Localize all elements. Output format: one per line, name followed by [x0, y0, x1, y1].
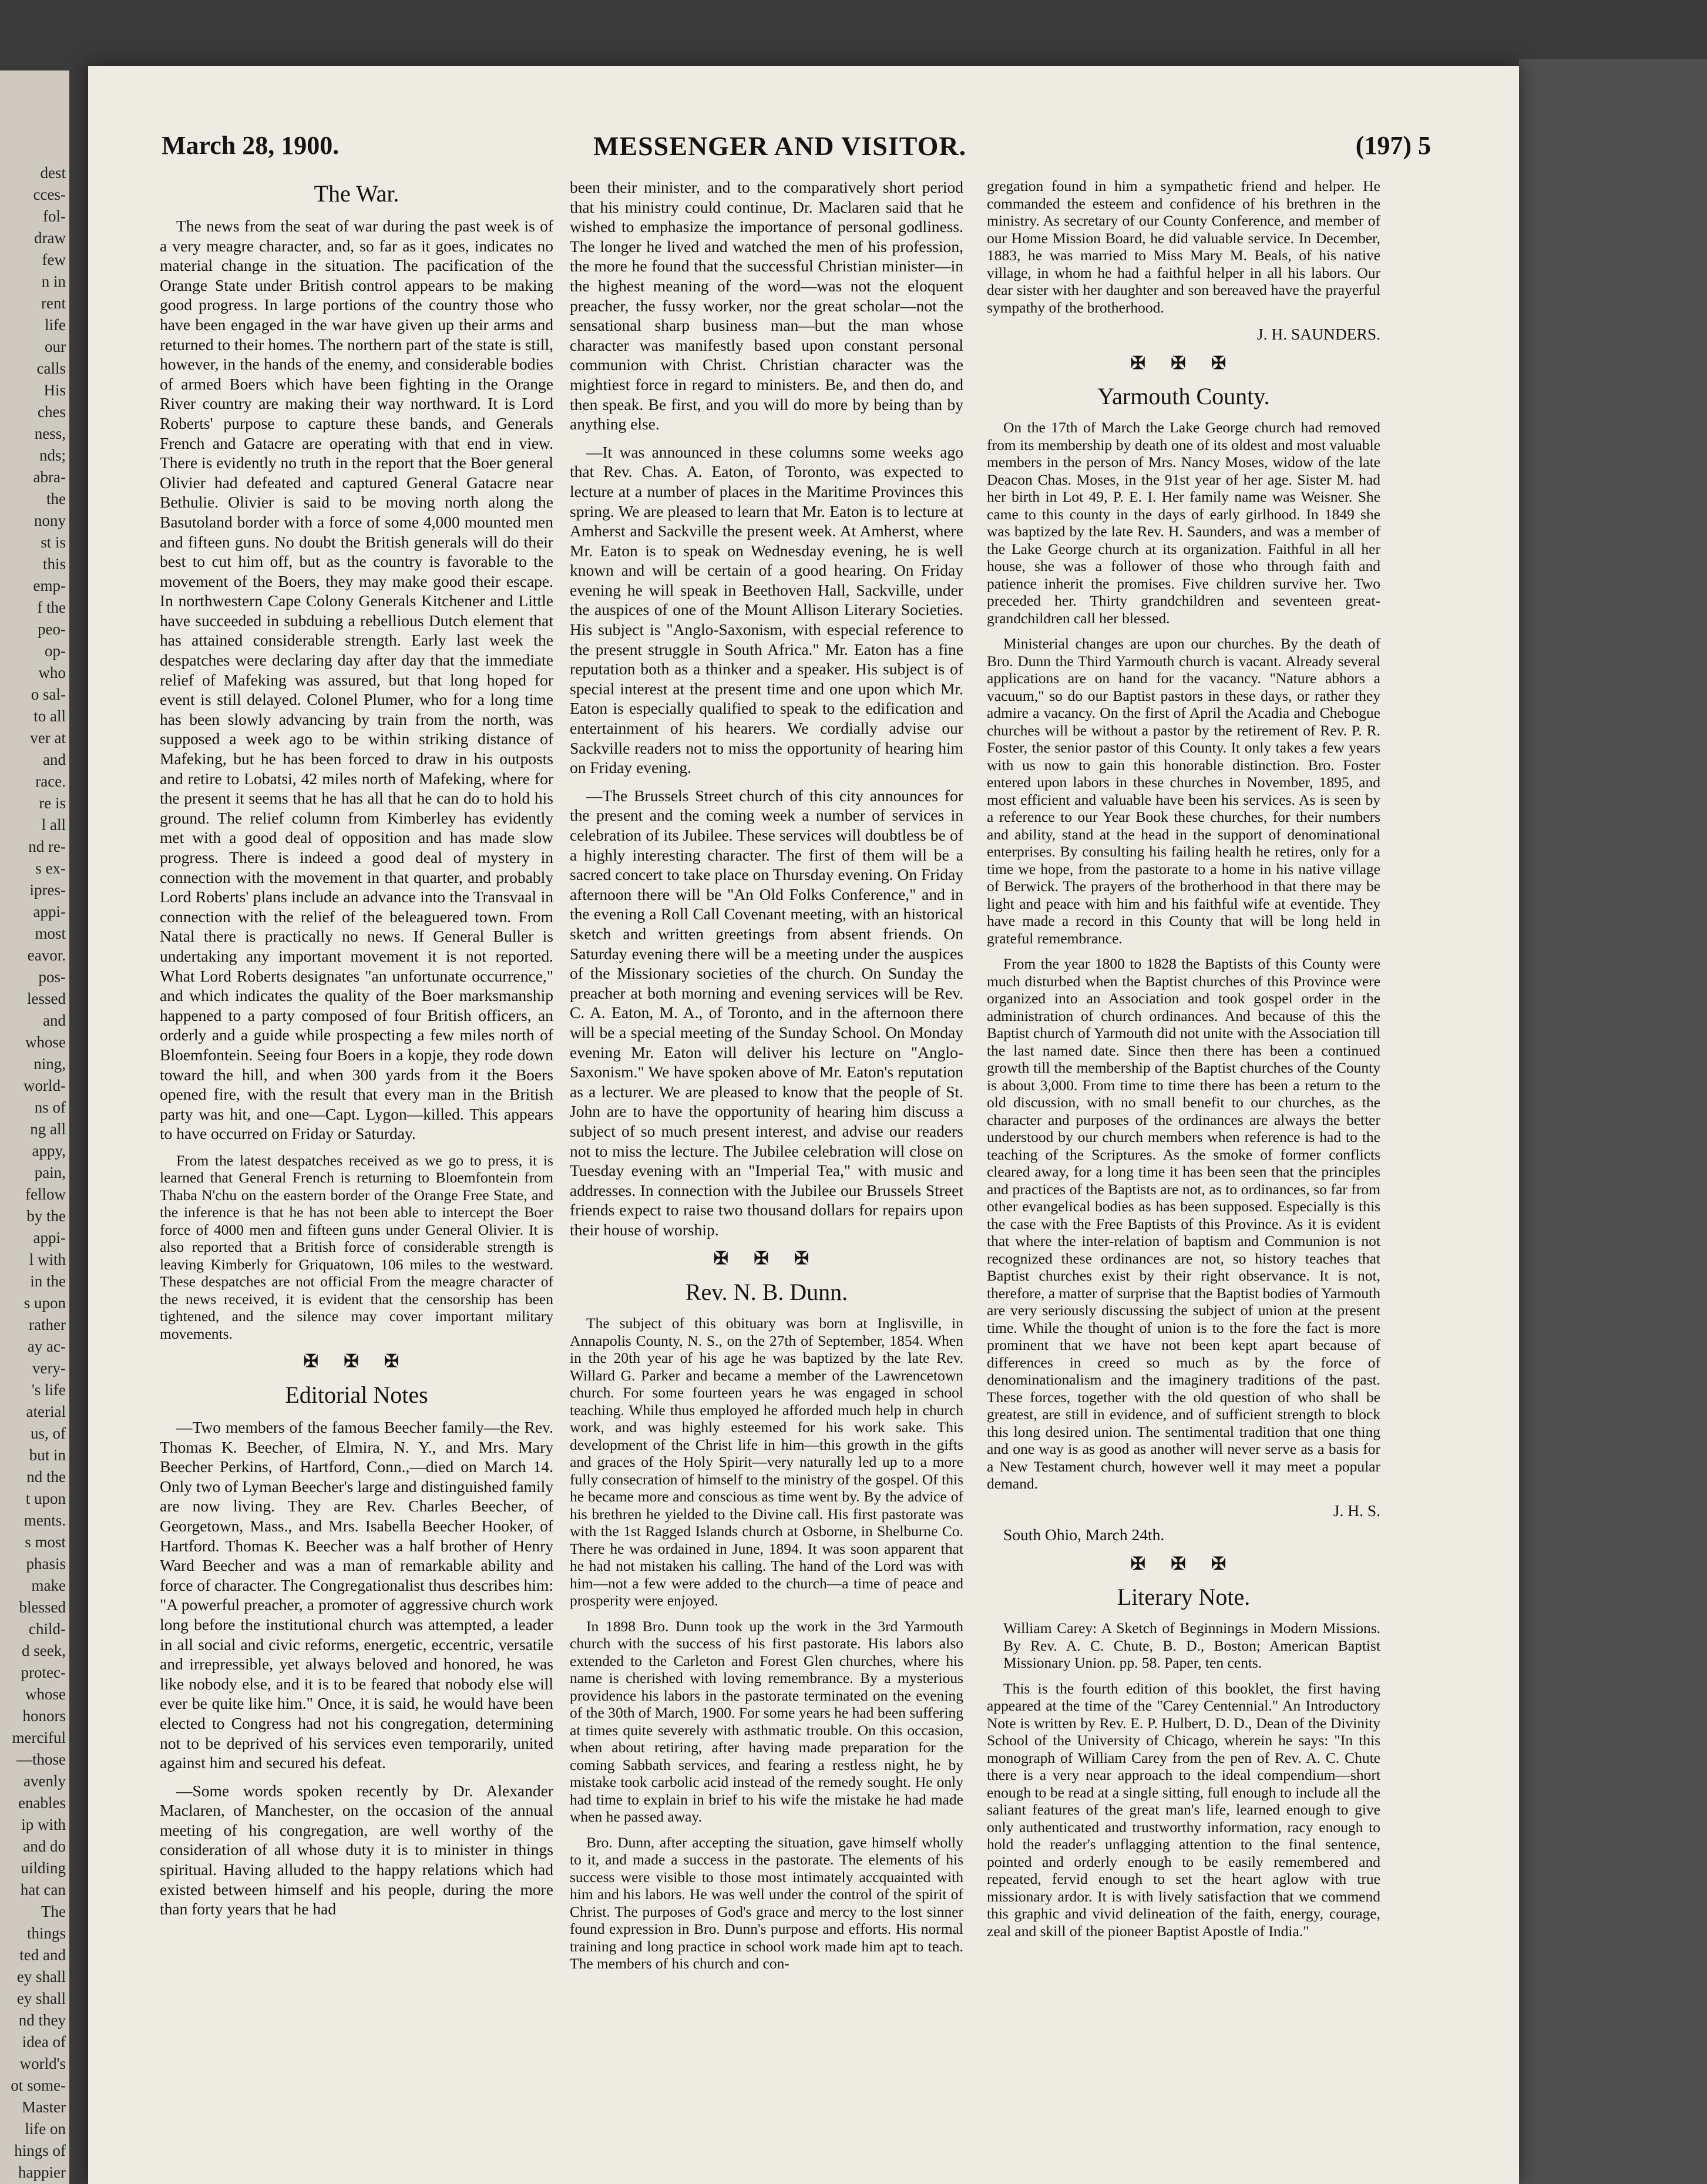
scan-border	[1519, 59, 1707, 2184]
yarmouth-heading: Yarmouth County.	[1097, 383, 1270, 410]
dunn-paragraph: Bro. Dunn, after accepting the situation, gave himself wholly to it, and made a success in the pastorate. The elements of his success were visible to those most intimately accquainted with him and his labors. He was well under the control of the spirit of Christ. The purposes of God's grace and mercy to the lost sinner found expression in Bro. Dunn's purpose and efforts. His normal training and long practice in school work made him apt to teach. The members of his church and con-	[570, 1833, 963, 1973]
prev-page-fragment: and	[43, 1012, 66, 1029]
dunn-obituary-heading: Rev. N. B. Dunn.	[685, 1279, 848, 1306]
war-paragraph: The news from the seat of war during the past week is of a very meagre character, and, so far as it goes, indicates no material change in the situation. The pacification of the Orange State under British control appears to be making good progress. In large portions of the country those who have been engaged in the war have given up their arms and returned to their homes. The northern part of the state is still, however, in the hands of the enemy, and considerable bodies of armed Boers which have been fighting in the Orange River country are making their way northward. It is Lord Roberts' purpose to capture these bands, and Generals French and Gatacre are operating with that end in view. There is evidently no truth in the report that the Boer general Olivier had defeated and captured General Gatacre near Bethulie. Olivier is said to be moving north along the Basutoland border with a force of some 4,000 mounted men and fifteen guns. No doubt the British generals will do their best to cut him off, but as the country is favorable to the movement of the Boers, they may make good their escape. In northwestern Cape Colony Generals Kitchener and Little have succeeded in subduing a rebellious Dutch element that has attained considerable strength. Early last week the despatches were declaring day after day that the immediate relief of Mafeking was assured, but that long hoped for event is still delayed. Colonel Plumer, who for a long time has been slowly advancing by train from the north, was supposed a week ago to be within striking distance of Mafeking, but he has been forced to draw in his outposts and retire to Lobatsi, 42 miles north of Mafeking, where for the present it seems that he has all that he can do to hold his ground. The relief column from Kimberley has evidently met with a good deal of opposition and has made slow progress. There is indeed a good deal of mystery in connection with the movement in that quarter, and probably Lord Roberts' plans include an advance into the Transvaal in connection with the relief of the beleaguered town. From Natal there is practically no news. If General Buller is undertaking any important movement it is not reported. What Lord Roberts designates "an unfortunate occurrence," and which indicates the quality of the Boer marksmanship happened to a party composed of four British officers, an orderly and a guide while prospecting a few miles north of Bloemfontein. Seeing four Boers in a kopje, they rode down toward the hill, and when 300 yards from it the Boers opened fire, with the result that every man in the British party was hit, and one—Capt. Lygon—killed. This appears to have occurred on Friday or Saturday.	[160, 217, 553, 1143]
prev-page-fragment: world-	[23, 1077, 66, 1094]
prev-page-fragment: ng all	[30, 1120, 66, 1138]
column-3	[987, 177, 1380, 1948]
prev-page-fragment: ning,	[33, 1055, 66, 1073]
prev-page-fragment: idea of	[22, 2033, 66, 2051]
prev-page-fragment: rather	[29, 1316, 66, 1333]
section-ornament: ✠ ✠ ✠	[713, 1249, 820, 1269]
literary-note-heading: Literary Note.	[1117, 1584, 1251, 1611]
prev-page-fragment: protec-	[21, 1664, 66, 1681]
prev-page-fragment: nony	[34, 512, 66, 529]
prev-page-fragment: hat can	[20, 1881, 66, 1899]
prev-page-fragment: draw	[34, 229, 66, 247]
prev-page-fragment: Master	[22, 2098, 66, 2116]
maclaren-continued: been their minister, and to the comparatively short period that his ministry could continue, Dr. Maclaren said that he wished to emphasize the importance of personal godliness. The longer he lived and watched the men of his profession, the more he found that the successful Christian minister—in the highest meaning of the word—was not the eloquent preacher, the fussy worker, nor the great scholar—not the sensational sharp business man—but the man whose character was manifestly based upon constant personal communion with Christ. Christian character was the mightiest force in regard to ministers. Be, and then do, and then speak. Be first, and you will do more by being than by anything else.	[570, 178, 963, 434]
prev-page-fragment: few	[42, 251, 66, 268]
prev-page-fragment: lessed	[27, 990, 66, 1007]
prev-page-fragment: aterial	[26, 1403, 66, 1420]
prev-page-fragment: l all	[41, 816, 66, 834]
prev-page-fragment: nd they	[18, 2011, 66, 2029]
section-ornament: ✠ ✠ ✠	[303, 1352, 410, 1372]
previous-page-strip	[0, 70, 69, 2184]
prev-page-fragment: happier	[18, 2163, 66, 2181]
column-2	[570, 177, 963, 1981]
editorial-note-maclaren: —Some words spoken recently by Dr. Alexander Maclaren, of Manchester, on the occasion of the annual meeting of his congregation, are well worthy of the consideration of all whose duty it is to minister in things spiritual. Having alluded to the happy relations which had existed between himself and his people, during the more than forty years that he had	[160, 1781, 553, 1918]
prev-page-fragment: life	[45, 316, 66, 334]
yarmouth-paragraph: From the year 1800 to 1828 the Baptists of this County were much disturbed when the Baptist churches of this Province were organized into an Association and took gospel order in the administration of church ordinances. And because of this the Baptist church of Yarmouth did not unite with the Association till the last named date. Since then there has been a continued growth till the membership of the Baptist churches of the County is about 3,000. From time to time there has been a return to the old discussion, with no small benefit to our churches, as the character and purposes of the ordinances are always the better understood by our church members when reference is had to the teaching of the Scriptures. As the smoke of former conflicts cleared away, for a long time it has been seen that the principles and practices of the Baptists are not, as to ordinances, so far from other evangelical bodies as has been supposed. Especially is this the case with the Free Baptists of this Province. As it is evident that where the inter-relation of baptism and Communion is not recognized these ordinances are not, so history teaches that Baptist churches exist by their right observance. It is not, therefore, a matter of surprise that the Baptist bodies of Yarmouth are very seriously discussing the subject of union at the present time. While the thought of union is to the fore the fact is more prominent that we have not been kept apart because of differences in creed so much as by the force of denominationalism and the imaginery traditions of the past. These forces, together with the old question of who shall be greatest, are still in evidence, and of sufficient strength to block this long desired union. The sentimental tradition that one thing and one way is as good as another will never serve as a basis for a New Testament church, however well it may meet a popular demand.	[987, 955, 1380, 1493]
prev-page-fragment: re is	[39, 794, 66, 812]
dunn-continued: gregation found in him a sympathetic friend and helper. He commanded the esteem and confidence of his brethren in the ministry. As secretary of our County Conference, and member of our Home Mission Board, he did valuable service. In December, 1883, he was married to Miss Mary M. Beals, of his native village, in whom he had a faithful helper in all his labors. Our dear sister with her daughter and son bereaved have the prayerful sympathy of the brotherhood.	[987, 177, 1380, 316]
prev-page-fragment: blessed	[19, 1598, 66, 1616]
prev-page-fragment: ot some-	[11, 2077, 66, 2094]
prev-page-fragment: child-	[29, 1620, 66, 1638]
yarmouth-paragraph: On the 17th of March the Lake George church had removed from its membership by death one of its oldest and most valuable members in the person of Mrs. Nancy Moses, widow of the late Deacon Chas. Moses, in the 91st year of her age. Sister M. had her birth in Lot 49, P. E. I. Her family name was Weisner. She came to this county in the days of early girlhood. In 1849 she was baptized by the late Rev. H. Saunders, and was a member of the Lake George church at its organization. Faithful in all her house, she was a follower of those who through faith and patience inherit the promises. Five children survive her. Two preceded her. Thirty grandchildren and seventeen great-grandchildren call her blessed.	[987, 419, 1380, 627]
newspaper-page	[88, 66, 1519, 2184]
prev-page-fragment: d seek,	[22, 1642, 66, 1659]
prev-page-fragment: n in	[41, 273, 66, 290]
prev-page-fragment: ip with	[21, 1816, 66, 1833]
prev-page-fragment: pain,	[34, 1164, 66, 1181]
yarmouth-paragraph: Ministerial changes are upon our churches. By the death of Bro. Dunn the Third Yarmouth church is vacant. Already several applications are on hand for the vacancy. "Nature abhors a vacuum," so do our Baptist pastors in these days, or rather they admire a vacancy. On the first of April the Acadia and Chebogue churches will be without a pastor by the retirement of Rev. P. R. Foster, the senior pastor of this County. It only takes a few years with us now to gain this honorable distinction. Bro. Foster entered upon labors in these churches in November, 1895, and most efficient and valuable have been his services. As is seen by a reference to our Year Book these churches, for their numbers and ability, stand at the head in the support of denominational enterprises. By consulting his failing health he retires, only for a time we hope, from the pastorate to a home in his native village of Berwick. The prayers of the brotherhood in that there may be light and peace with him and his faithful wife at eventide. They have made a record in this County that will be long held in grateful remembrance.	[987, 635, 1380, 947]
signature: J. H. SAUNDERS.	[1256, 325, 1380, 343]
prev-page-fragment: pos-	[38, 968, 66, 986]
prev-page-fragment: us, of	[31, 1424, 66, 1442]
prev-page-fragment: calls	[36, 359, 66, 377]
prev-page-fragment: ches	[38, 403, 66, 421]
issue-date: March 28, 1900.	[162, 131, 340, 160]
prev-page-fragment: abra-	[33, 468, 66, 486]
prev-page-fragment: to all	[33, 707, 66, 725]
masthead: MESSENGER AND VISITOR.	[593, 131, 967, 161]
war-heading: The War.	[314, 180, 399, 207]
prev-page-fragment: this	[42, 555, 66, 573]
war-late-despatch: From the latest despatches received as we go to press, it is learned that General French is returning to Bloemfontein from Thaba N'chu on the eastern border of the Orange Free State, and the inference is that he has not been able to intercept the Boer force of 4000 men and fifteen guns under General Olivier. It is also reported that a British force of considerable strength is leaving Kimberly for Griquatown, 106 miles to the westward. These despatches are not official From the meagre character of the news received, it is evident that the censorship has been tightened, and the silence may cover important military movements.	[160, 1151, 553, 1342]
prev-page-fragment: fol-	[43, 207, 66, 225]
prev-page-fragment: dest	[40, 164, 66, 182]
prev-page-fragment: ns of	[34, 1098, 66, 1116]
prev-page-fragment: fellow	[25, 1185, 66, 1203]
editorial-note-beecher: —Two members of the famous Beecher family—the Rev. Thomas K. Beecher, of Elmira, N. Y., and Mrs. Mary Beecher Perkins, of Hartford, Conn.,—died on March 14. Only two of Lyman Beecher's large and distinguished family are now living. They are Rev. Charles Beecher, of Georgetown, Mass., and Mrs. Isabella Beecher Hooker, of Hartford. Thomas K. Beecher was a half brother of Henry Ward Beecher and was a man of remarkable ability and force of character. The Congregationalist thus describes him: "A powerful preacher, a promoter of aggressive church work long before the institutional church was attempted, a leader in all social and civic reforms, energetic, eccentric, versatile and irrepressible, yet always beloved and honored, he was like nobody else, and it is to be feared that nobody else will ever be quite like him." Once, it is said, he would have been elected to Congress had not his congregation, determining not to be deprived of his services even temporarily, united against him and secured his defeat.	[160, 1418, 553, 1772]
prev-page-fragment: things	[26, 1924, 66, 1942]
prev-page-fragment: s upon	[23, 1294, 66, 1312]
prev-page-fragment: uilding	[21, 1859, 66, 1877]
prev-page-fragment: His	[43, 381, 66, 399]
prev-page-fragment: and	[43, 751, 66, 768]
prev-page-fragment: who	[38, 664, 66, 681]
prev-page-fragment: honors	[22, 1707, 66, 1725]
section-ornament: ✠ ✠ ✠	[1130, 1554, 1237, 1574]
prev-page-fragment: nds;	[39, 446, 66, 464]
prev-page-fragment: ey shall	[16, 1990, 66, 2007]
prev-page-fragment: st is	[41, 533, 66, 551]
prev-page-fragment: the	[46, 490, 66, 508]
prev-page-fragment: The	[41, 1903, 66, 1920]
prev-page-fragment: 's life	[31, 1381, 66, 1399]
prev-page-fragment: emp-	[33, 577, 66, 594]
prev-page-fragment: life on	[25, 2120, 66, 2138]
prev-page-fragment: phasis	[26, 1555, 66, 1573]
prev-page-fragment: but in	[29, 1446, 66, 1464]
dateline: South Ohio, March 24th.	[1003, 1526, 1165, 1544]
prev-page-fragment: nd re-	[28, 838, 66, 855]
prev-page-fragment: ey shall	[16, 1968, 66, 1985]
prev-page-fragment: rent	[41, 294, 66, 312]
prev-page-fragment: peo-	[38, 620, 66, 638]
prev-page-fragment: op-	[45, 642, 66, 660]
eaton-lecture-note: —It was announced in these columns some weeks ago that Rev. Chas. A. Eaton, of Toronto, was expected to lecture at a number of places in the Maritime Provinces this spring. We are pleased to learn that Mr. Eaton is to lecture at Amherst and Sackville the present week. At Amherst, where Mr. Eaton is to speak on Wednesday evening, he is well known and will be certain of a good hearing. On Friday evening he will speak in Beethoven Hall, Sackville, under the auspices of one of the Mount Allison Literary Societies. His subject is "Anglo-Saxonism, with especial reference to the present struggle in South Africa." Mr. Eaton has a fine reputation both as a thinker and a speaker. His subject is of special interest at the present time and one upon which Mr. Eaton is especially qualified to speak to the edification and entertainment of his hearers. We cordially advise our Sackville readers not to miss the opportunity of hearing him on Friday evening.	[570, 442, 963, 777]
page-number: (197) 5	[1355, 131, 1431, 160]
prev-page-fragment: whose	[25, 1685, 66, 1703]
prev-page-fragment: enables	[18, 1794, 66, 1812]
prev-page-fragment: ay ac-	[27, 1338, 66, 1355]
prev-page-fragment: avenly	[23, 1772, 66, 1790]
literary-review: This is the fourth edition of this booklet, the first having appeared at the time of the "Carey Centennial." An Introductory Note is written by Rev. E. P. Hulbert, D. D., Dean of the Divinity School of the University of Chicago, wherein he says: "In this monograph of William Carey from the pen of Rev. A. C. Chute there is a very near approach to the ideal compendium—short enough to be read at a single sitting, full enough to include all the saliant features of the great man's life, learned enough to give only authenticated and trustworthy information, racy enough to hold the reader's unflagging attention to the final sentence, pointed and orderly enough to be easily remembered and repeated, fervid enough to set the heart aglow with true missionary ardor. It is with lively satisfaction that we commend this graphic and vivid delineation of the faith, energy, courage, zeal and skill of the pioneer Baptist Apostle of India."	[987, 1679, 1380, 1940]
prev-page-fragment: ted and	[19, 1946, 66, 1964]
section-ornament: ✠ ✠ ✠	[1130, 353, 1237, 373]
prev-page-fragment: ness,	[34, 425, 66, 442]
prev-page-fragment: ver at	[30, 729, 66, 747]
dunn-paragraph: The subject of this obituary was born at Inglisville, in Annapolis County, N. S., on the 27th of September, 1854. When in the 20th year of his age he was baptized by the late Rev. Willard G. Parker and became a member of the Lawrencetown church. For some fourteen years he was engaged in school teaching. While thus employed he afforded much help in church work, and was highly esteemed for his work sake. This development of the Christ life in him—this growth in the gifts and graces of the Holy Spirit—very naturally led up to a more fully consecration of himself to the ministry of the gospel. Of this he became more and conscious as time went by. By the advice of his brethren he yielded to the Divine call. His first pastorate was with the 1st Ragged Islands church at Osborne, in Shelburne Co. There he was ordained in June, 1894. It was soon apparent that he had not mistaken his calling. The hand of the Lord was with him—not a few were added to the church—a time of peace and prosperity were enjoyed.	[570, 1315, 963, 1610]
prev-page-fragment: appi-	[33, 903, 66, 920]
prev-page-fragment: race.	[35, 772, 66, 790]
prev-page-fragment: eavor.	[27, 946, 66, 964]
dunn-paragraph: In 1898 Bro. Dunn took up the work in the 3rd Yarmouth church with the success of his first pastorate. His labors also extended to the Carleton and Forest Glen churches, where his name is cherished with loving remembrance. By a mysterious providence his labors in the pastorate terminated on the evening of the 30th of March, 1900. For some years he had been suffering at times quite severely with asthmatic trouble. On this occasion, when about retiring, after having made preparation for the coming Sabbath services, and fearing a restless night, he by mistake took carbolic acid instead of the remedy sought. He only had time to explain in brief to his wife the mistake he had made when he passed away.	[570, 1617, 963, 1826]
prev-page-fragment: hings of	[14, 2142, 66, 2159]
prev-page-fragment: appy,	[32, 1142, 66, 1160]
prev-page-fragment: nd the	[26, 1468, 66, 1486]
page-header	[88, 130, 1519, 166]
brussels-street-jubilee-note: —The Brussels Street church of this city announces for the present and the coming week a number of services in celebration of its Jubilee. These services will doubtless be of a highly interesting character. The first of them will be a sacred concert to take place on Thursday evening. On Friday afternoon there will be "An Old Folks Conference," and in the evening a Roll Call Covenant meeting, with an historical sketch and written greetings from absent friends. On Saturday evening there will be a meeting under the auspices of the Missionary societies of the church. On Sunday the preacher at both morning and evening services will be Rev. C. A. Eaton, M. A., of Toronto, and in the afternoon there will be a special meeting of the Sunday School. On Monday evening Mr. Eaton will deliver his lecture on "Anglo-Saxonism." We have spoken above of Mr. Eaton's reputation as a lecturer. We are pleased to know that the people of St. John are to have the opportunity of hearing him discuss a subject of so much present interest, and advise our readers not to miss the lecture. The Jubilee celebration will close on Tuesday evening with an "Imperial Tea," with music and addresses. In connection with the Jubilee our Brussels Street friends expect to raise two thousand dollars for repairs upon their house of worship.	[570, 786, 963, 1239]
prev-page-fragment: s ex-	[35, 859, 66, 877]
book-citation: William Carey: A Sketch of Beginnings in Modern Missions. By Rev. A. C. Chute, B. D., Boston; American Baptist Missionary Union. pp. 58. Paper, ten cents.	[1003, 1619, 1380, 1672]
prev-page-fragment: t upon	[25, 1490, 66, 1507]
prev-page-fragment: make	[31, 1577, 66, 1594]
prev-page-fragment: l with	[29, 1251, 66, 1268]
prev-page-fragment: ipres-	[29, 881, 66, 899]
prev-page-fragment: by the	[26, 1207, 66, 1225]
prev-page-fragment: appi-	[33, 1229, 66, 1246]
prev-page-fragment: our	[45, 338, 66, 355]
signature: J. H. S.	[1333, 1501, 1380, 1520]
prev-page-fragment: and do	[23, 1837, 66, 1855]
prev-page-fragment: ments.	[23, 1511, 66, 1529]
prev-page-fragment: in the	[30, 1272, 66, 1290]
prev-page-fragment: s most	[25, 1533, 66, 1551]
prev-page-fragment: cces-	[33, 186, 66, 203]
prev-page-fragment: f the	[37, 599, 66, 616]
prev-page-fragment: most	[35, 925, 66, 942]
prev-page-fragment: world's	[19, 2055, 66, 2072]
prev-page-fragment: o sal-	[31, 686, 66, 703]
prev-page-fragment: very-	[32, 1359, 66, 1377]
prev-page-fragment: whose	[25, 1033, 66, 1051]
prev-page-fragment: —those	[16, 1750, 66, 1768]
column-1	[160, 172, 553, 1927]
editorial-notes-heading: Editorial Notes	[285, 1382, 428, 1408]
prev-page-fragment: merciful	[12, 1729, 66, 1746]
